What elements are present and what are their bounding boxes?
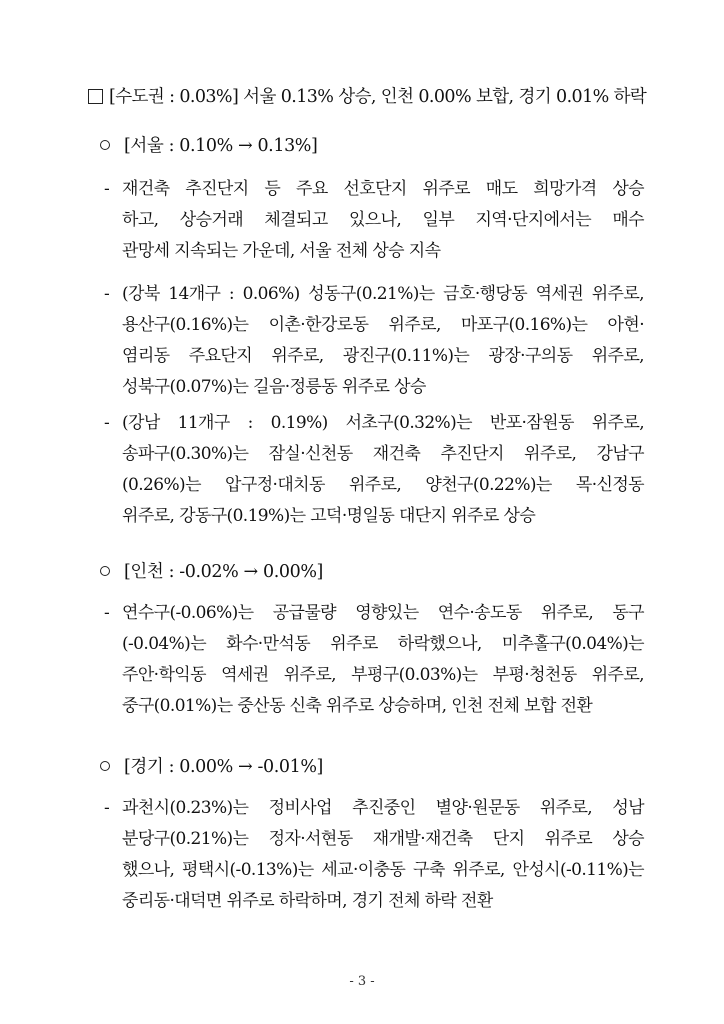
text-line: 염리동 주요단지 위주로, 광진구(0.11%)는 광장·구의동 위주로, <box>122 346 644 366</box>
text-line: 송파구(0.30%)는 잠실·신천동 재건축 추진단지 위주로, 강남구 <box>122 444 644 464</box>
square-outline-icon <box>88 89 103 104</box>
text-line: 분당구(0.21%)는 정자·서현동 재개발·재건축 단지 위주로 상승 <box>122 829 644 849</box>
text-line: 했으나, 평택시(-0.13%)는 세교·이충동 구축 위주로, 안성시(-0.11%)는 <box>122 860 644 880</box>
section-heading-gyeonggi <box>100 754 323 780</box>
dash-bullet: - <box>104 798 110 818</box>
text-line: 중구(0.01%)는 중산동 신축 위주로 상승하며, 인천 전체 보합 전환 <box>122 696 593 716</box>
headline-text: [수도권 : 0.03%] 서울 0.13% 상승, 인천 0.00% 보합, 경기 0.01% 하락 <box>109 87 647 107</box>
section-heading-text: [인천 : -0.02% → 0.00%] <box>124 562 323 582</box>
page-number: - 3 - <box>349 974 375 989</box>
text-line: 재건축 추진단지 등 주요 선호단지 위주로 매도 희망가격 상승 <box>122 179 644 199</box>
text-line: 중리동·대덕면 위주로 하락하며, 경기 전체 하락 전환 <box>122 891 493 911</box>
dash-bullet: - <box>104 413 110 433</box>
list-item <box>104 793 644 917</box>
text-line: 관망세 지속되는 가운데, 서울 전체 상승 지속 <box>122 241 441 261</box>
circle-bullet-icon <box>100 566 110 576</box>
section-heading-seoul <box>100 133 317 159</box>
text-line: (0.26%)는 압구정·대치동 위주로, 양천구(0.22%)는 목·신정동 <box>122 475 644 495</box>
text-line: 용산구(0.16%)는 이촌·한강로동 위주로, 마포구(0.16%)는 아현· <box>122 315 644 335</box>
text-line: 주안·학익동 역세권 위주로, 부평구(0.03%)는 부평·청천동 위주로, <box>122 665 644 685</box>
list-item <box>104 408 644 532</box>
list-item <box>104 598 644 722</box>
headline <box>88 84 646 110</box>
list-item <box>104 174 644 267</box>
text-line: (강남 11개구 : 0.19%) 서초구(0.32%)는 반포·잠원동 위주로, <box>122 413 644 433</box>
text-line: 연수구(-0.06%)는 공급물량 영향있는 연수·송도동 위주로, 동구 <box>122 603 644 623</box>
dash-bullet: - <box>104 603 110 623</box>
section-heading-incheon <box>100 559 323 585</box>
text-line: 과천시(0.23%)는 정비사업 추진중인 별양·원문동 위주로, 성남 <box>122 798 644 818</box>
list-item <box>104 279 644 403</box>
circle-bullet-icon <box>100 761 110 771</box>
text-line: (강북 14개구 : 0.06%) 성동구(0.21%)는 금호·행당동 역세권 위주로, <box>122 284 644 304</box>
text-line: 위주로, 강동구(0.19%)는 고덕·명일동 대단지 위주로 상승 <box>122 506 536 526</box>
dash-bullet: - <box>104 179 110 199</box>
section-heading-text: [서울 : 0.10% → 0.13%] <box>124 136 318 156</box>
circle-bullet-icon <box>100 140 110 150</box>
text-line: 성북구(0.07%)는 길음·정릉동 위주로 상승 <box>122 377 426 397</box>
text-line: 하고, 상승거래 체결되고 있으나, 일부 지역·단지에서는 매수 <box>122 210 644 230</box>
text-line: (-0.04%)는 화수·만석동 위주로 하락했으나, 미추홀구(0.04%)는 <box>122 634 644 654</box>
section-heading-text: [경기 : 0.00% → -0.01%] <box>124 757 323 777</box>
dash-bullet: - <box>104 284 110 304</box>
